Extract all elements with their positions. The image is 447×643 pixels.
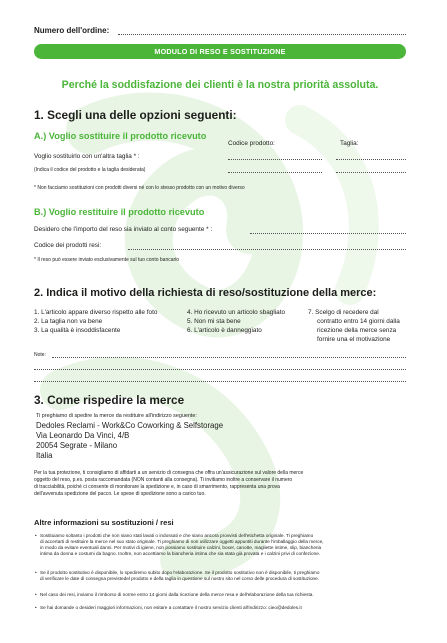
info-bullet-4-line: Se hai domande o desideri maggiori informazioni, non esitare a contattare il nostro servizio clienti all'indirizzo: cieo@dedoles.it <box>40 605 302 610</box>
returned-codes-label: Codice dei prodotti resi: <box>34 242 102 249</box>
reason-4: 4. Ho ricevuto un articolo sbagliato <box>187 309 286 316</box>
info-bullet-1-line: di accertarti di restituire la merce nel suo stato originale. Ti preghiamo di non utilizzare oggetti appuntiti durante l'imballaggio della merce, <box>40 539 324 544</box>
reason-2: 2. La taglia non va bene <box>34 318 103 325</box>
section1-title: 1. Scegli una delle opzioni seguenti: <box>34 108 237 122</box>
size-column-label: Taglia: <box>340 140 359 147</box>
option-a-title: A.) Voglio sostituire il prodotto ricevuto <box>34 131 207 141</box>
bullet-icon: • <box>35 592 37 597</box>
refund-account-label: Desidero che l'importo del reso sia inviato al conto seguente * : <box>34 226 213 233</box>
info-bullet-2 <box>35 570 320 582</box>
returned-codes-field[interactable] <box>128 249 406 250</box>
info-bullet-2-line: di verificare le date di consegna previstedel prodotto e della taglia in questione sul nostro sito nel corso delle procedura di sostituzione. <box>40 576 320 581</box>
bullet-icon: • <box>35 605 37 610</box>
reason-7-line-1: 7. Scelgo di recedere dal <box>308 309 379 316</box>
option-b-note: * Il reso può essere inviato esclusivamente sul tuo conto bancario <box>34 257 180 263</box>
reason-7-line-4: fornire una el motivazione <box>317 336 391 343</box>
note-label: Note: <box>34 352 46 358</box>
info-bullet-1 <box>35 533 324 557</box>
form-title-banner: MODULO DI RESO E SOSTITUZIONE <box>34 44 406 59</box>
size-field-1[interactable] <box>336 159 406 160</box>
info-bullet-1-line: intima da donna e costumi da bagno. Inoltre, non accettiamo la biancheria intima che sia stata già provata e i calzini privi di confezione. <box>40 551 321 556</box>
option-b-title: B.) Voglio restituire il prodotto ricevuto <box>34 207 205 217</box>
note-field-1[interactable] <box>52 357 406 358</box>
info-bullet-2-line: Se il prodotto sostitutivo è disponibile, lo spediremo subito dopo l'elaborazione. Se il prodotto sostitutivo non è disponibile, ti preghiamo <box>40 570 320 575</box>
address-line-2: Via Leonardo Da Vinci, 4/B <box>36 431 130 440</box>
protection-line-4: dell'avvenuta spedizione del pacco. Le spese di spedizione sono a carico tuo. <box>34 491 206 497</box>
product-code-field-2[interactable] <box>228 172 322 173</box>
order-number-field[interactable] <box>118 34 406 35</box>
product-code-field-1[interactable] <box>228 159 322 160</box>
protection-line-3: di tracciabilità, poiché ci consente di monitorare la spedizione e, in caso di smarrimento, rappresenta una prova <box>34 484 280 490</box>
bullet-icon: • <box>35 533 37 538</box>
info-bullet-3-line: Nel caso dei resi, inviamo il rimborso di norme entro 14 giorni dalla ricezione della merce resa e dell'elaborazione della tua richiesta. <box>40 592 314 597</box>
reason-3: 3. La qualità è insoddisfacente <box>34 327 121 334</box>
info-bullet-4 <box>35 605 302 611</box>
tagline: Perché la soddisfazione dei clienti è la nostra priorità assoluta. <box>61 79 379 91</box>
address-line-3: 20054 Segrate - Milano <box>36 441 118 450</box>
size-field-2[interactable] <box>336 172 406 173</box>
bullet-icon: • <box>35 570 37 575</box>
note-field-2[interactable] <box>34 369 406 370</box>
info-bullet-1-line: Sostituiamo soltanto i prodotti che non siano stati lavati o indossati e che siano ancora provvisti dell'etichetta originale. Ti preghiamo <box>40 533 314 538</box>
other-info-title: Altre informazioni su sostituzioni / resi <box>34 518 174 527</box>
shipping-intro: Ti preghiamo di spedire la merce da restituire all'indirizzo seguente: <box>36 413 197 419</box>
info-bullet-1-line: in modo da evitare eventuali danni. Per motivi di igiene, non possiamo sostituire calzini, boxer, canotte, magliette intime, slip, biancheria <box>40 545 322 550</box>
info-bullet-3 <box>35 592 314 598</box>
reason-7-line-2: contratto entro 14 giorni dalla <box>317 318 400 325</box>
order-number-label: Numero dell'ordine: <box>34 26 110 35</box>
reason-1: 1. L'articolo appare diverso rispetto alle foto <box>34 309 158 316</box>
address-line-1: Dedoles Reclami - Work&Co Coworking & Selfstorage <box>36 421 224 430</box>
option-a-note: * Non facciamo sostituzioni con prodotti diversi né con lo stesso prodotto con un motivo diverso <box>34 185 245 191</box>
protection-line-2: oggetto del reso, p.es. posta raccomandata (NON contanti alla consegna). Ti invitiamo inoltre a conservare il numero <box>34 477 293 483</box>
replace-size-label: Voglio sostituirlo con un'altra taglia * : <box>34 153 140 160</box>
address-line-4: Italia <box>36 451 53 460</box>
protection-line-1: Per la tua protezione, ti consigliamo di affidarti a un servizio di consegna che offra un'assicurazione sul valore della merce <box>34 470 304 476</box>
refund-account-field[interactable] <box>250 233 406 234</box>
section2-title: 2. Indica il motivo della richiesta di reso/sostituzione della merce: <box>34 287 377 299</box>
product-code-column-label: Codice prodotto: <box>228 140 275 147</box>
reason-6: 6. L'articolo è danneggiato <box>187 327 262 334</box>
section3-title: 3. Come rispedire la merce <box>34 393 185 407</box>
reason-7-line-3: ricezione della merce senza <box>317 327 397 334</box>
note-field-3[interactable] <box>34 381 406 382</box>
reason-5: 5. Non mi sta bene <box>187 318 241 325</box>
replace-size-hint: (Indica il codice del prodotto e la taglia desiderata) <box>34 167 146 173</box>
